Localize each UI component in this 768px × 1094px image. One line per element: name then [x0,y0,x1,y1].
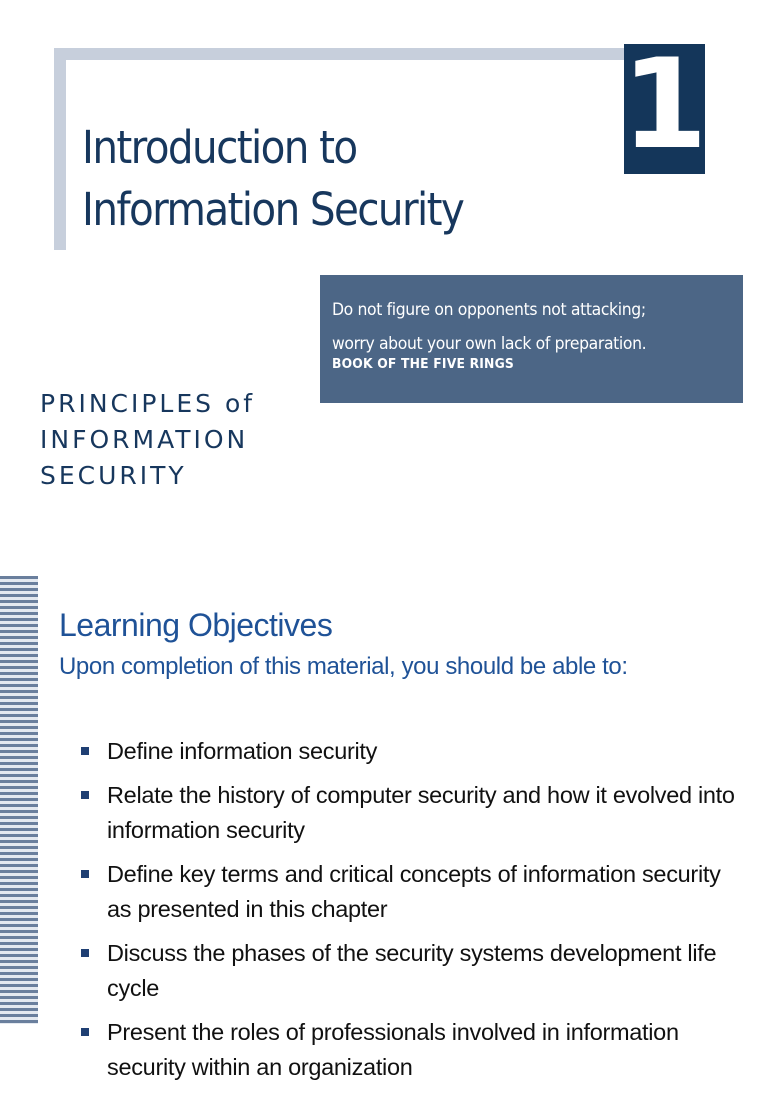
square-bullet-icon [81,949,89,957]
quote-source: BOOK OF THE FIVE RINGS [332,357,514,372]
book-title-line: SECURITY [40,461,187,490]
chapter-title-line: Introduction to [82,121,357,174]
quote-line: Do not figure on opponents not attacking; [332,300,646,320]
objectives-list [78,734,738,1094]
chapter-number-box [621,33,708,177]
objective-text: Define key terms and critical concepts of information security as presented in this chapter [107,861,721,922]
book-title [40,386,255,494]
chapter-number: 1 [621,33,708,177]
book-title-line: PRINCIPLES of [40,389,256,418]
objective-item [78,936,738,1006]
objective-text: Present the roles of professionals involved in information security within an organization [107,1019,679,1080]
quote-text [332,293,699,361]
quote-line: worry about your own lack of preparation. [332,334,647,354]
square-bullet-icon [81,791,89,799]
objective-item [78,1015,738,1085]
square-bullet-icon [81,870,89,878]
book-title-line: INFORMATION [40,425,249,454]
title-frame-top-border [54,48,630,60]
epigraph-quote-box [320,275,743,403]
decorative-stripe-bar [0,576,38,1024]
chapter-title-line: Information Security [82,183,464,236]
title-frame-left-border [54,48,66,250]
square-bullet-icon [81,747,89,755]
objective-item [78,857,738,927]
slide-title: Learning Objectives [59,607,333,643]
objective-text: Relate the history of computer security and how it evolved into information security [107,782,735,843]
objective-text: Discuss the phases of the security systems development life cycle [107,940,717,1001]
slide-subtitle: Upon completion of this material, you should be able to: [59,653,628,680]
objective-item [78,778,738,848]
objective-text: Define information security [107,738,378,764]
objective-item [78,734,738,769]
chapter-title [82,117,463,241]
square-bullet-icon [81,1028,89,1036]
